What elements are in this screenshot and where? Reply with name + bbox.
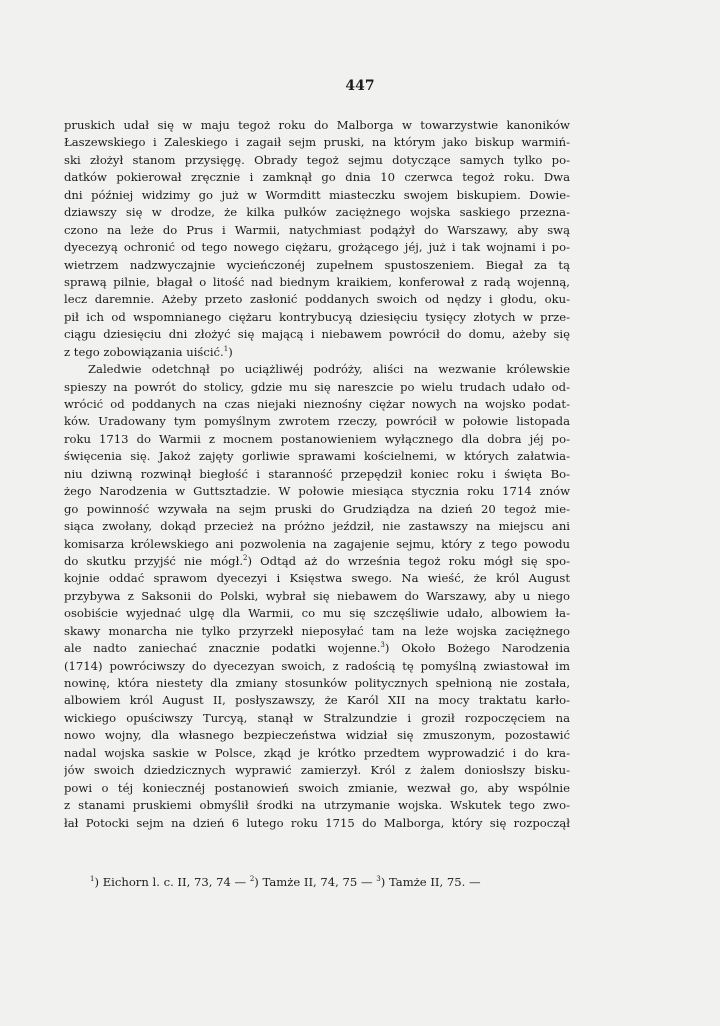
- text-line: przybywa z Saksonii do Polski, wybrał się niebawem do Warszawy, aby u niego: [64, 588, 570, 603]
- text-line: żego Narodzenia w Guttsztadzie. W połowie miesiąca stycznia roku 1714 znów: [64, 484, 570, 499]
- footnote-3: Tamże II, 75. —: [388, 875, 481, 889]
- text-line: święcenia się. Jakoż zajęty gorliwie sprawami kościelnemi, w których załatwia-: [64, 449, 570, 464]
- footnote-marker: 2: [243, 554, 248, 563]
- text-line: Zaledwie odetchnął po uciążliwéj podróży, aliści na wezwanie królewskie: [88, 362, 570, 377]
- text-line: z tego zobowiązania uiścić.$^1$): [64, 344, 233, 359]
- text-line: siąca zwołany, dokąd przecież na próżno jeździł, nie zastawszy na miejscu ani: [64, 519, 570, 534]
- text-line: dyecezyą ochronić od tego nowego ciężaru, grożącego jéj, już i tak wojnami i po-: [64, 240, 570, 255]
- text-line: łał Potocki sejm na dzień 6 lutego roku 1715 do Malborga, który się rozpoczął: [64, 815, 570, 830]
- page-number: 447: [345, 78, 375, 94]
- text-line: ski złożył stanom przysięgę. Obrady tegoż sejmu dotyczące samych tylko po-: [64, 152, 570, 167]
- text-line: dni później widzimy go już w Wormditt miasteczku swojem biskupiem. Dowie-: [64, 187, 570, 202]
- text-line: do skutku przyjść nie mógł.$^2$) Odtąd aż do września tegoż roku mógł się spo-: [64, 553, 570, 568]
- footnote-marker: 3: [376, 875, 381, 884]
- text-line: lecz daremnie. Ażeby przeto zasłonić poddanych swoich od nędzy i głodu, oku-: [64, 292, 570, 307]
- text-line: z stanami pruskiemi obmyślił środki na utrzymanie wojska. Wskutek tego zwo-: [64, 798, 570, 813]
- text-line: nadal wojska saskie w Polsce, zkąd je krótko przedtem wyprowadzić i do kra-: [64, 745, 570, 760]
- footnote-marker: 2: [249, 875, 255, 884]
- text-line: (1714) powróciwszy do dyecezyan swoich, z radością tę pomyślną zwiastował im: [64, 658, 570, 673]
- text-line: osobiście wyjednać ulgę dla Warmii, co mu się szczęśliwie udało, albowiem ła-: [64, 606, 570, 621]
- text-line: powi o téj koniecznéj postanowień swoich zmianie, wezwał go, aby wspólnie: [64, 780, 570, 795]
- text-line: nowo wojny, dla własnego bezpieczeństwa widział się zmuszonym, pozostawić: [64, 728, 570, 743]
- text-line: Łaszewskiego i Zaleskiego i zagaił sejm pruski, na którym jako biskup warmiń-: [64, 135, 570, 150]
- text-line: czono na leże do Prus i Warmii, natychmiast podążył do Warszawy, aby swą: [64, 222, 570, 237]
- text-line: wrócić od poddanych na czas niejaki nieznośny ciężar nowych na wojsko podat-: [64, 397, 570, 411]
- text-line: wietrzem nadzwyczajnie wycieńczonéj zupełnem spustoszeniem. Biegał za tą: [64, 257, 570, 272]
- text-line-part: do skutku przyjść nie mógł.: [64, 553, 244, 568]
- text-line: ciągu dziesięciu dni złożyć się mającą i niebawem powrócił do domu, ażeby się: [64, 327, 570, 342]
- footnote-1: Eichorn l. c. II, 73, 74 —: [102, 875, 250, 889]
- text-line: nowinę, która niestety dla zmiany stosunków politycznych spełnioną nie została,: [64, 676, 570, 690]
- text-line: niu dziwną rozwinął biegłość i staranność przepędził koniec roku i święta Bo-: [64, 466, 570, 481]
- text-line: pruskich udał się w maju tegoż roku do Malborga w towarzystwie kanoników: [64, 118, 570, 132]
- text-line: jów swoich dziedzicznych wyprawić zamierzył. Król z żalem doniosłszy bisku-: [64, 763, 570, 778]
- text-line: go powinność wzywała na sejm pruski do Grudziądza na dzień 20 tegoż mie-: [64, 501, 570, 516]
- text-line-part: z tego zobowiązania uiścić.: [64, 344, 224, 359]
- text-line-part: Około Bożego Narodzenia: [401, 641, 570, 656]
- body-text: [64, 117, 570, 832]
- text-line: kojnie oddać sprawom dyecezyi i Księstwa swego. Na wieść, że król August: [64, 571, 570, 586]
- text-line: spieszy na powrót do stolicy, gdzie mu się nareszcie po wielu trudach udało od-: [64, 379, 570, 394]
- footnotes: $^1$) Eichorn l. c. II, 73, 74 — $^2$) Tamże II, 74, 75 — $^3$) Tamże II, 75. —: [90, 875, 481, 889]
- text-line: albowiem król August II, posłyszawszy, że Karól XII na mocy traktatu karło-: [64, 693, 570, 708]
- text-line: pił ich od wspomnianego ciężaru kontrybucyą dziesięciu tysięcy złotych w prze-: [64, 309, 570, 324]
- text-line: wickiego opuściwszy Turcyą, stanął w Stralzundzie i groził rozpoczęciem na: [64, 710, 570, 725]
- footnote-marker: 1: [90, 875, 95, 884]
- text-line: komisarza królewskiego ani pozwolenia na zagajenie sejmu, który z tego powodu: [64, 536, 570, 551]
- text-line: roku 1713 do Warmii z mocnem postanowieniem wyłącznego dla dobra jéj po-: [64, 431, 570, 446]
- text-line: sprawą pilnie, błagał o litość nad biednym kraikiem, konferował z radą wojenną,: [64, 274, 570, 289]
- text-line-part: Odtąd aż do września tegoż roku mógł się spo-: [260, 553, 570, 568]
- footnote-marker: 3: [380, 641, 385, 650]
- footnote-marker: 1: [223, 344, 229, 353]
- text-line: skawy monarcha nie tylko przyrzekł nieposyłać tam na leże wojska zaciężnego: [64, 623, 570, 638]
- text-line-part: ale nadto zaniechać znacznie podatki wojenne.: [64, 641, 381, 656]
- text-line: ków. Uradowany tym pomyślnym zwrotem rzeczy, powrócił w połowie listopada: [64, 414, 570, 429]
- text-line: ale nadto zaniechać znacznie podatki wojenne.$^3$) Około Bożego Narodzenia: [64, 641, 570, 656]
- footnote-2: Tamże II, 74, 75 —: [262, 875, 377, 889]
- text-line: dziawszy się w drodze, że kilka pułków zaciężnego wojska saskiego przezna-: [64, 205, 570, 220]
- text-line: datków pokierował zręcznie i zamknął go dnia 10 czerwca tegoż roku. Dwa: [64, 170, 570, 185]
